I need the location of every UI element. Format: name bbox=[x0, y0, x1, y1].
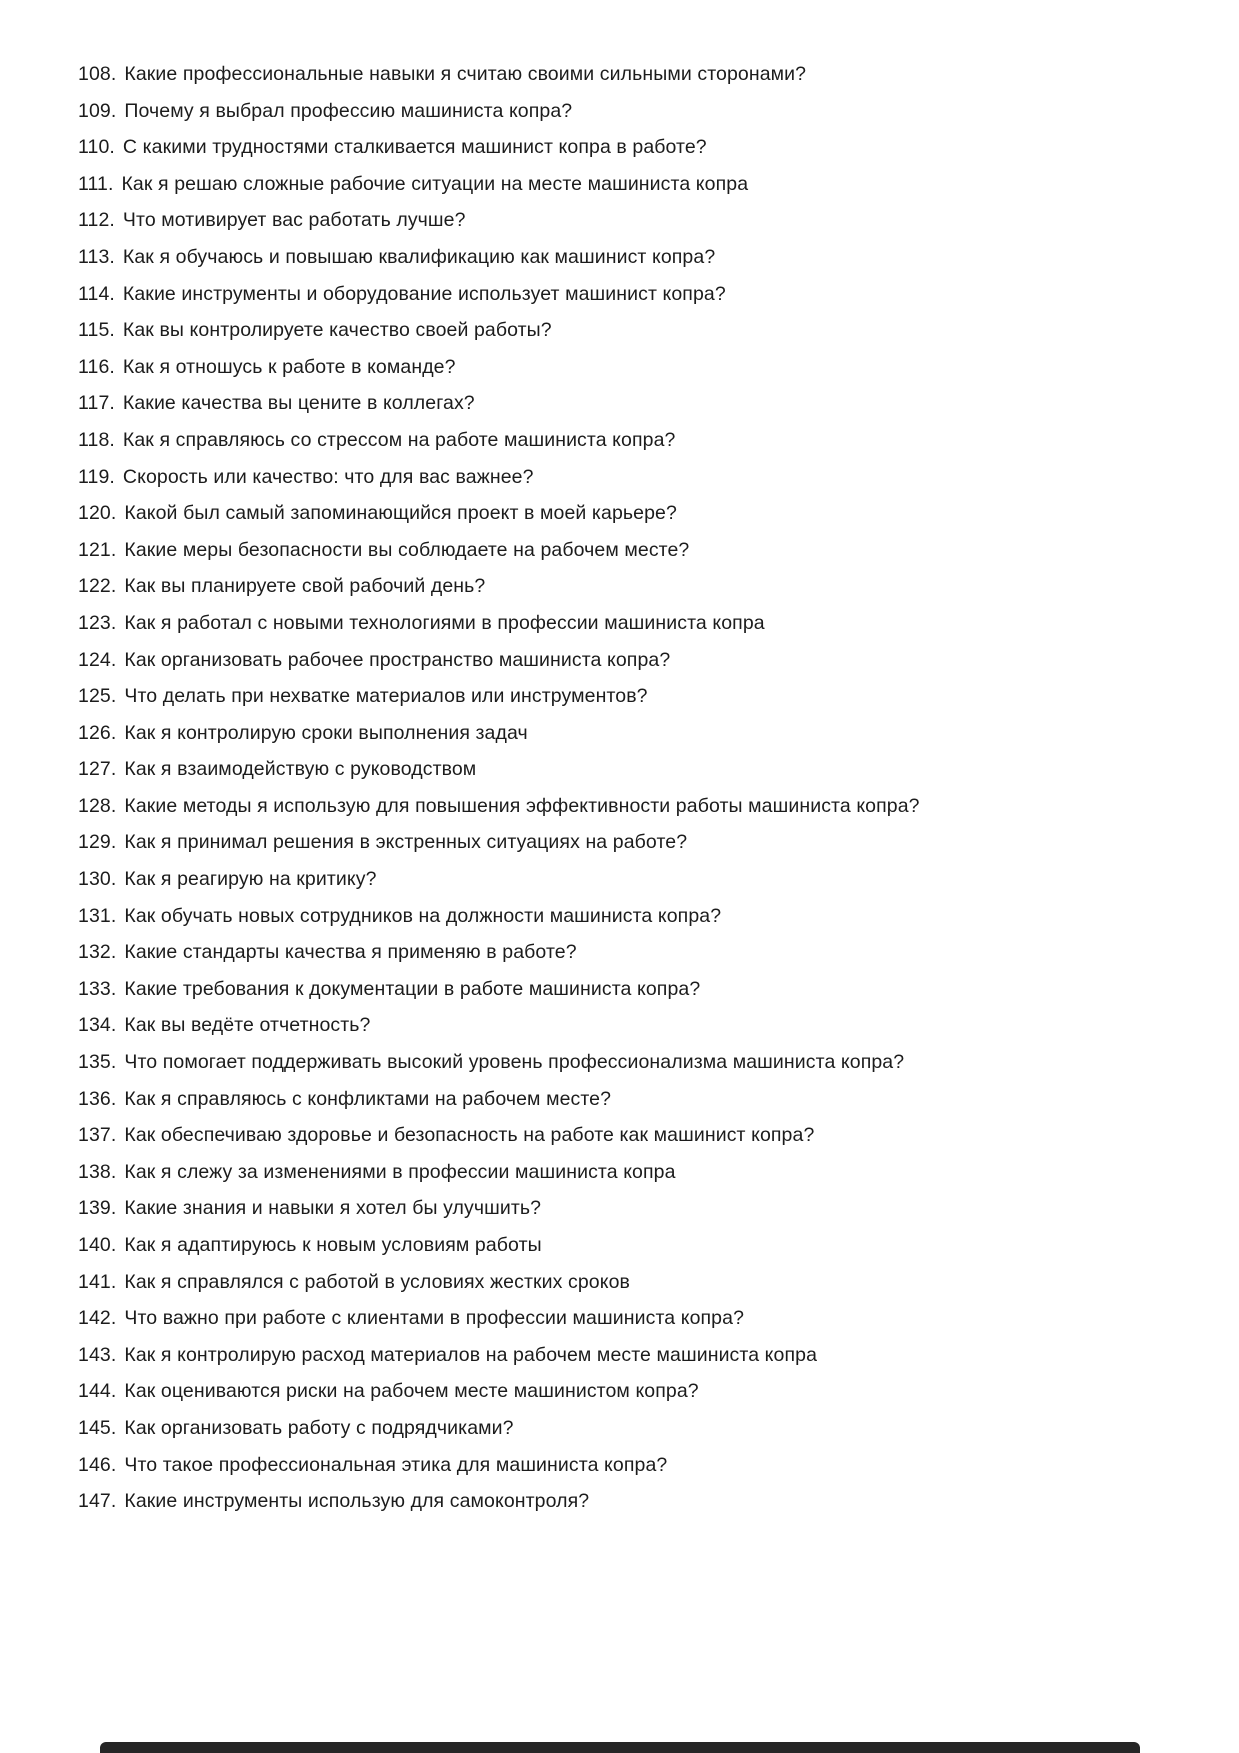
question-item bbox=[78, 532, 1179, 569]
question-text: Как вы контролируете качество своей работы? bbox=[122, 319, 552, 342]
question-text: Как я реагирую на критику? bbox=[124, 868, 377, 891]
question-text: Какие стандарты качества я применяю в работе? bbox=[124, 941, 577, 964]
question-number: 124. bbox=[78, 648, 117, 671]
question-item bbox=[78, 1300, 1179, 1337]
question-text: Как я справляюсь со стрессом на работе машиниста копра? bbox=[122, 428, 676, 451]
question-item bbox=[78, 129, 1179, 166]
question-text: Как я справлялся с работой в условиях жестких сроков bbox=[124, 1270, 630, 1293]
question-text: Какие знания и навыки я хотел бы улучшить? bbox=[124, 1197, 542, 1220]
question-text: Что важно при работе с клиентами в профессии машиниста копра? bbox=[124, 1307, 745, 1330]
question-number: 126. bbox=[78, 721, 117, 744]
question-text: Как обеспечиваю здоровье и безопасность на работе как машинист копра? bbox=[124, 1124, 815, 1147]
question-text: Что помогает поддерживать высокий уровень профессионализма машиниста копра? bbox=[124, 1051, 905, 1074]
question-item bbox=[78, 1044, 1179, 1081]
question-text: Как я принимал решения в экстренных ситуациях на работе? bbox=[124, 831, 688, 854]
question-text: Как я адаптируюсь к новым условиям работы bbox=[124, 1234, 542, 1256]
question-number: 142. bbox=[78, 1307, 117, 1330]
question-text: Какие качества вы цените в коллегах? bbox=[122, 392, 475, 415]
question-number: 146. bbox=[78, 1453, 117, 1476]
question-number: 117. bbox=[78, 392, 115, 415]
question-text: Как оцениваются риски на рабочем месте машинистом копра? bbox=[124, 1380, 699, 1403]
question-number: 120. bbox=[78, 502, 117, 525]
question-text: Почему я выбрал профессию машиниста копра? bbox=[124, 99, 573, 122]
question-number: 130. bbox=[78, 868, 117, 891]
question-number: 147. bbox=[78, 1490, 117, 1513]
question-number: 131. bbox=[78, 904, 117, 927]
question-number: 114. bbox=[78, 282, 115, 305]
question-text: Как вы планируете свой рабочий день? bbox=[124, 575, 486, 598]
question-item bbox=[78, 1264, 1179, 1301]
question-item bbox=[78, 971, 1179, 1008]
question-text: Какие инструменты и оборудование использует машинист копра? bbox=[122, 282, 726, 305]
question-number: 111. bbox=[78, 172, 114, 195]
question-text: Как я работал с новыми технологиями в профессии машиниста копра bbox=[124, 611, 765, 634]
question-number: 139. bbox=[78, 1197, 117, 1220]
question-text: Какие инструменты использую для самоконтроля? bbox=[124, 1490, 590, 1513]
question-text: Как обучать новых сотрудников на должности машиниста копра? bbox=[124, 904, 722, 927]
question-number: 116. bbox=[78, 355, 115, 378]
question-item bbox=[78, 788, 1179, 825]
question-number: 125. bbox=[78, 685, 117, 708]
question-item bbox=[78, 605, 1179, 642]
question-item bbox=[78, 1483, 1179, 1520]
question-number: 144. bbox=[78, 1380, 117, 1403]
question-item bbox=[78, 202, 1179, 239]
question-item bbox=[78, 1117, 1179, 1154]
question-item bbox=[78, 678, 1179, 715]
question-item bbox=[78, 751, 1179, 788]
question-number: 113. bbox=[78, 245, 115, 268]
question-number: 115. bbox=[78, 319, 115, 342]
question-number: 133. bbox=[78, 977, 117, 1000]
question-number: 134. bbox=[78, 1014, 117, 1037]
question-text: Как я взаимодействую с руководством bbox=[124, 758, 477, 781]
question-item bbox=[78, 824, 1179, 861]
question-item bbox=[78, 1410, 1179, 1447]
question-text: Какие требования к документации в работе машиниста копра? bbox=[124, 977, 701, 1000]
question-item bbox=[78, 56, 1179, 93]
question-item bbox=[78, 1154, 1179, 1191]
question-text: Как я обучаюсь и повышаю квалификацию как машинист копра? bbox=[122, 245, 716, 268]
question-number: 122. bbox=[78, 575, 117, 598]
question-text: Скорость или качество: что для вас важнее? bbox=[122, 465, 534, 488]
question-number: 136. bbox=[78, 1087, 117, 1110]
question-text: Какие меры безопасности вы соблюдаете на рабочем месте? bbox=[124, 538, 690, 561]
question-number: 143. bbox=[78, 1343, 117, 1366]
question-text: Какой был самый запоминающийся проект в моей карьере? bbox=[124, 502, 677, 525]
question-text: Что делать при нехватке материалов или инструментов? bbox=[124, 685, 648, 708]
question-item bbox=[78, 934, 1179, 971]
question-text: Какие методы я использую для повышения эффективности работы машиниста копра? bbox=[124, 794, 920, 817]
question-item bbox=[78, 1337, 1179, 1374]
question-number: 132. bbox=[78, 941, 117, 964]
question-item bbox=[78, 422, 1179, 459]
question-item bbox=[78, 1007, 1179, 1044]
question-item bbox=[78, 349, 1179, 386]
question-number: 109. bbox=[78, 99, 117, 122]
question-number: 119. bbox=[78, 465, 115, 488]
question-number: 129. bbox=[78, 831, 117, 854]
bottom-bar bbox=[100, 1742, 1140, 1753]
question-item bbox=[78, 239, 1179, 276]
question-number: 128. bbox=[78, 794, 117, 817]
question-text: Как я контролирую сроки выполнения задач bbox=[124, 721, 528, 744]
question-number: 141. bbox=[78, 1270, 117, 1293]
question-number: 112. bbox=[78, 209, 115, 232]
question-item bbox=[78, 715, 1179, 752]
question-list bbox=[78, 56, 1179, 1520]
question-number: 123. bbox=[78, 611, 117, 634]
question-item bbox=[78, 1373, 1179, 1410]
question-item bbox=[78, 1447, 1179, 1484]
question-number: 140. bbox=[78, 1234, 117, 1256]
question-item bbox=[78, 93, 1179, 130]
question-number: 138. bbox=[78, 1160, 117, 1183]
question-number: 127. bbox=[78, 758, 117, 781]
question-item bbox=[78, 1227, 1179, 1264]
question-text: С какими трудностями сталкивается машинист копра в работе? bbox=[122, 136, 707, 159]
question-text: Как вы ведёте отчетность? bbox=[124, 1014, 371, 1037]
question-item bbox=[78, 495, 1179, 532]
question-item bbox=[78, 385, 1179, 422]
question-text: Как я контролирую расход материалов на рабочем месте машиниста копра bbox=[124, 1343, 818, 1366]
question-item bbox=[78, 166, 1179, 203]
question-text: Как я слежу за изменениями в профессии машиниста копра bbox=[124, 1160, 676, 1183]
question-item bbox=[78, 1081, 1179, 1118]
question-item bbox=[78, 312, 1179, 349]
question-item bbox=[78, 861, 1179, 898]
question-number: 145. bbox=[78, 1416, 117, 1439]
question-text: Что мотивирует вас работать лучше? bbox=[122, 209, 466, 232]
question-item bbox=[78, 1190, 1179, 1227]
question-item bbox=[78, 898, 1179, 935]
question-text: Как я справляюсь с конфликтами на рабочем месте? bbox=[124, 1087, 612, 1110]
question-number: 118. bbox=[78, 428, 115, 451]
question-text: Какие профессиональные навыки я считаю своими сильными сторонами? bbox=[124, 63, 807, 85]
question-number: 135. bbox=[78, 1051, 117, 1074]
question-text: Как я решаю сложные рабочие ситуации на месте машиниста копра bbox=[121, 172, 749, 195]
question-number: 137. bbox=[78, 1124, 117, 1147]
question-item bbox=[78, 276, 1179, 313]
question-item bbox=[78, 568, 1179, 605]
question-text: Как я отношусь к работе в команде? bbox=[122, 355, 456, 378]
question-item bbox=[78, 459, 1179, 496]
question-text: Как организовать рабочее пространство машиниста копра? bbox=[124, 648, 671, 671]
question-number: 108. bbox=[78, 63, 117, 85]
question-text: Что такое профессиональная этика для машиниста копра? bbox=[124, 1453, 668, 1476]
question-number: 110. bbox=[78, 136, 115, 159]
question-number: 121. bbox=[78, 538, 117, 561]
question-item bbox=[78, 642, 1179, 679]
question-text: Как организовать работу с подрядчиками? bbox=[124, 1416, 514, 1439]
